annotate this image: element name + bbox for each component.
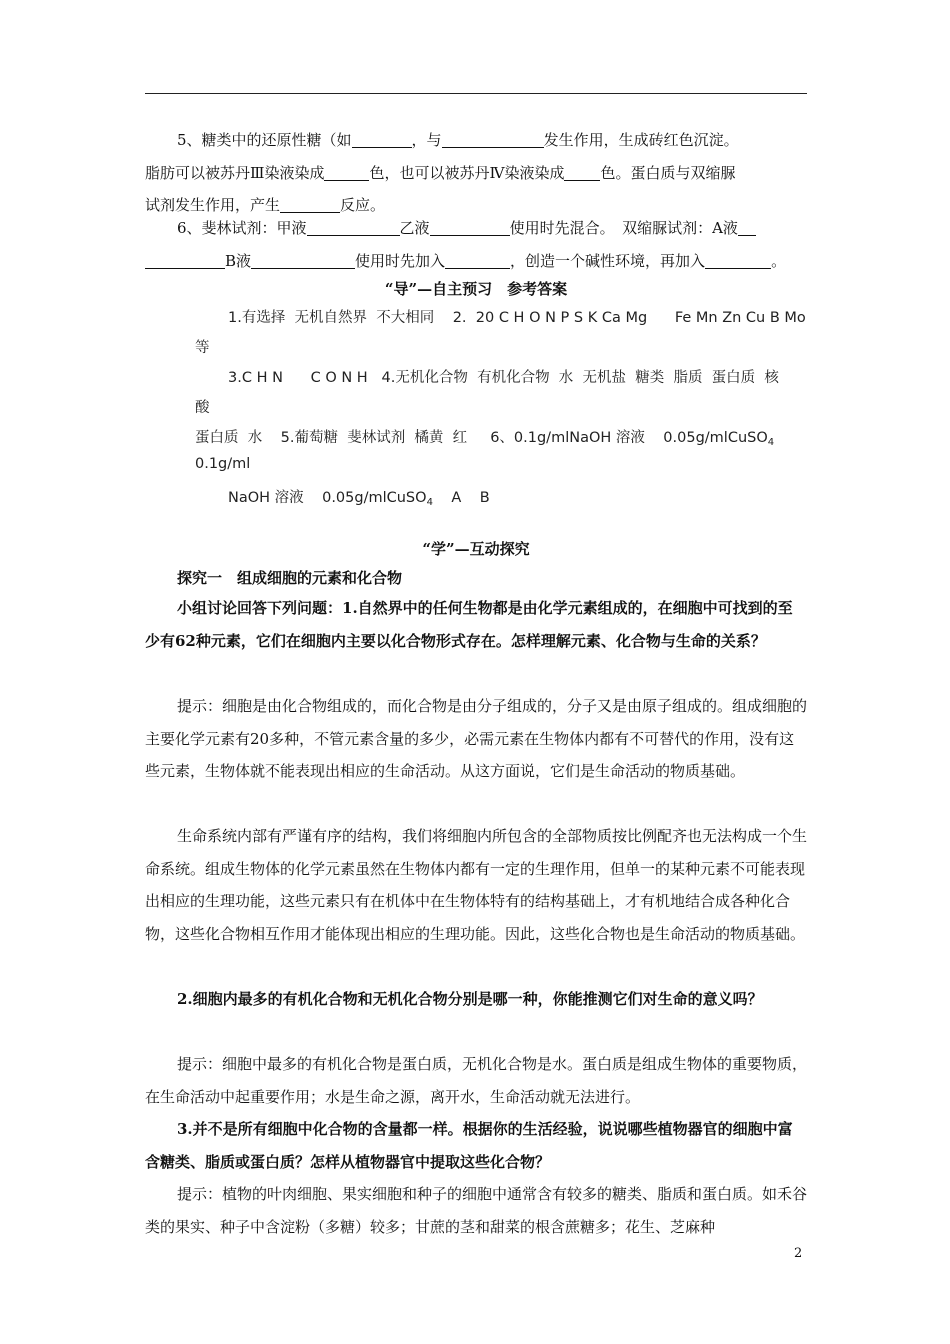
blank[interactable] — [442, 131, 544, 148]
answer-line-6: 0.1g/ml — [195, 456, 251, 472]
blank[interactable] — [324, 164, 369, 181]
section-title: “学”—互动探究 — [422, 540, 530, 558]
subscript: 4 — [767, 437, 775, 448]
answer-line-3: 3.C H N C O N H 4.无机化合物 有机化合物 水 无机盐 糖类 脂质 蛋白质 核 — [228, 370, 779, 386]
blank[interactable] — [145, 252, 225, 269]
answer-line-4: 酸 — [195, 400, 210, 416]
life-system-paragraph: 生命系统内部有严谨有序的结构，我们将细胞内所包含的全部物质按比例配齐也无法构成一个生命系统。组成生物体的化学元素虽然在生物体内都有一定的生理作用，但单一的某种元素不可能表现出相应的生理功能，这些元素只有在机体中在生物体特有的结构基础上，才有机地结合成各种化合物，这些化合物相互作用才能体现出相应的生理功能。因此，这些化合物也是生命活动的物质基础。 — [145, 827, 808, 943]
answer-line-1: 1.有选择 无机自然界 不大相同 2. 20 C H O N P S K Ca Mg Fe Mn Zn Cu B Mo — [228, 310, 806, 326]
question-6 — [145, 212, 807, 277]
blank[interactable] — [251, 252, 355, 269]
q5-text-h: 反应。 — [340, 196, 386, 214]
answer-line-5-text: 蛋白质 水 5.葡萄糖 斐林试剂 橘黄 红 6、0.1g/mlNaOH 溶液 0.05g/mlCuSO — [195, 430, 768, 446]
q5-text-e: 色，也可以被苏丹Ⅳ染液染成 — [369, 163, 565, 182]
hint-2: 提示：细胞中最多的有机化合物是蛋白质，无机化合物是水。蛋白质是组成生物体的重要物质，在生命活动中起重要作用；水是生命之源，离开水，生命活动就无法进行。 — [145, 1055, 808, 1106]
explore-title: 探究一 组成细胞的元素和化合物 — [177, 569, 403, 587]
q5-text-c: 发生作用，生成砖红色沉淀。 — [543, 131, 739, 149]
q6-text-a: 6、斐林试剂：甲液 — [177, 219, 307, 237]
answer-line-5 — [195, 426, 774, 448]
question-1: 小组讨论回答下列问题：1.自然界中的任何生物都是由化学元素组成的，在细胞中可找到的至少有62种元素，它们在细胞内主要以化合物形式存在。怎样理解元素、化合物与生命的关系？ — [145, 599, 793, 650]
answer-line-7-text: NaOH 溶液 0.05g/mlCuSO — [228, 490, 427, 506]
question-3: 3.并不是所有细胞中化合物的含量都一样。根据你的生活经验，说说哪些植物器官的细胞中富含糖类、脂质或蛋白质？怎样从植物器官中提取这些化合物？ — [145, 1120, 793, 1171]
q5-text-a: 5、糖类中的还原性糖（如 — [177, 131, 352, 149]
q6-text-f: ，创造一个碱性环境，再加入 — [510, 251, 706, 270]
question-2: 2.细胞内最多的有机化合物和无机化合物分别是哪一种，你能推测它们对生命的意义吗？ — [177, 990, 763, 1008]
blank[interactable] — [430, 219, 510, 236]
q6-text-d: B液 — [225, 251, 252, 270]
q6-text-c: 使用时先混合。 双缩脲试剂：A液 — [509, 219, 738, 237]
answer-line-7 — [228, 486, 490, 508]
q6-text-g: 。 — [771, 251, 787, 270]
q5-text-g: 试剂发生作用，产生 — [145, 196, 281, 214]
q6-text-b: 乙液 — [399, 219, 430, 237]
page-number: 2 — [794, 1246, 803, 1261]
blank[interactable] — [705, 252, 771, 269]
header-rule — [145, 93, 807, 94]
blank[interactable] — [307, 219, 400, 236]
q5-text-d: 脂肪可以被苏丹Ⅲ染液染成 — [145, 163, 325, 182]
hint-3: 提示：植物的叶肉细胞、果实细胞和种子的细胞中通常含有较多的糖类、脂质和蛋白质。如禾谷类的果实、种子中含淀粉（多糖）较多；甘蔗的茎和甜菜的根含蔗糖多；花生、芝麻种 — [145, 1185, 807, 1236]
subscript: 4 — [426, 497, 433, 508]
hint-1: 提示：细胞是由化合物组成的，而化合物是由分子组成的，分子又是由原子组成的。组成细胞的主要化学元素有20多种，不管元素含量的多少，必需元素在生物体内都有不可替代的作用，没有这些元素，生物体就不能表现出相应的生命活动。从这方面说，它们是生命活动的物质基础。 — [145, 697, 808, 780]
blank[interactable] — [564, 164, 600, 181]
blank[interactable] — [738, 219, 756, 236]
q6-text-e: 使用时先加入 — [355, 251, 446, 270]
blank[interactable] — [445, 252, 510, 269]
blank[interactable] — [352, 131, 412, 148]
answer-line-2: 等 — [195, 340, 210, 356]
q5-text-b: ，与 — [411, 131, 442, 149]
question-5 — [145, 124, 807, 222]
answer-line-7-options: A B — [432, 490, 490, 506]
answers-title: “导”—自主预习 参考答案 — [384, 280, 568, 298]
blank[interactable] — [280, 196, 340, 213]
q5-text-f: 色。蛋白质与双缩脲 — [600, 163, 736, 182]
